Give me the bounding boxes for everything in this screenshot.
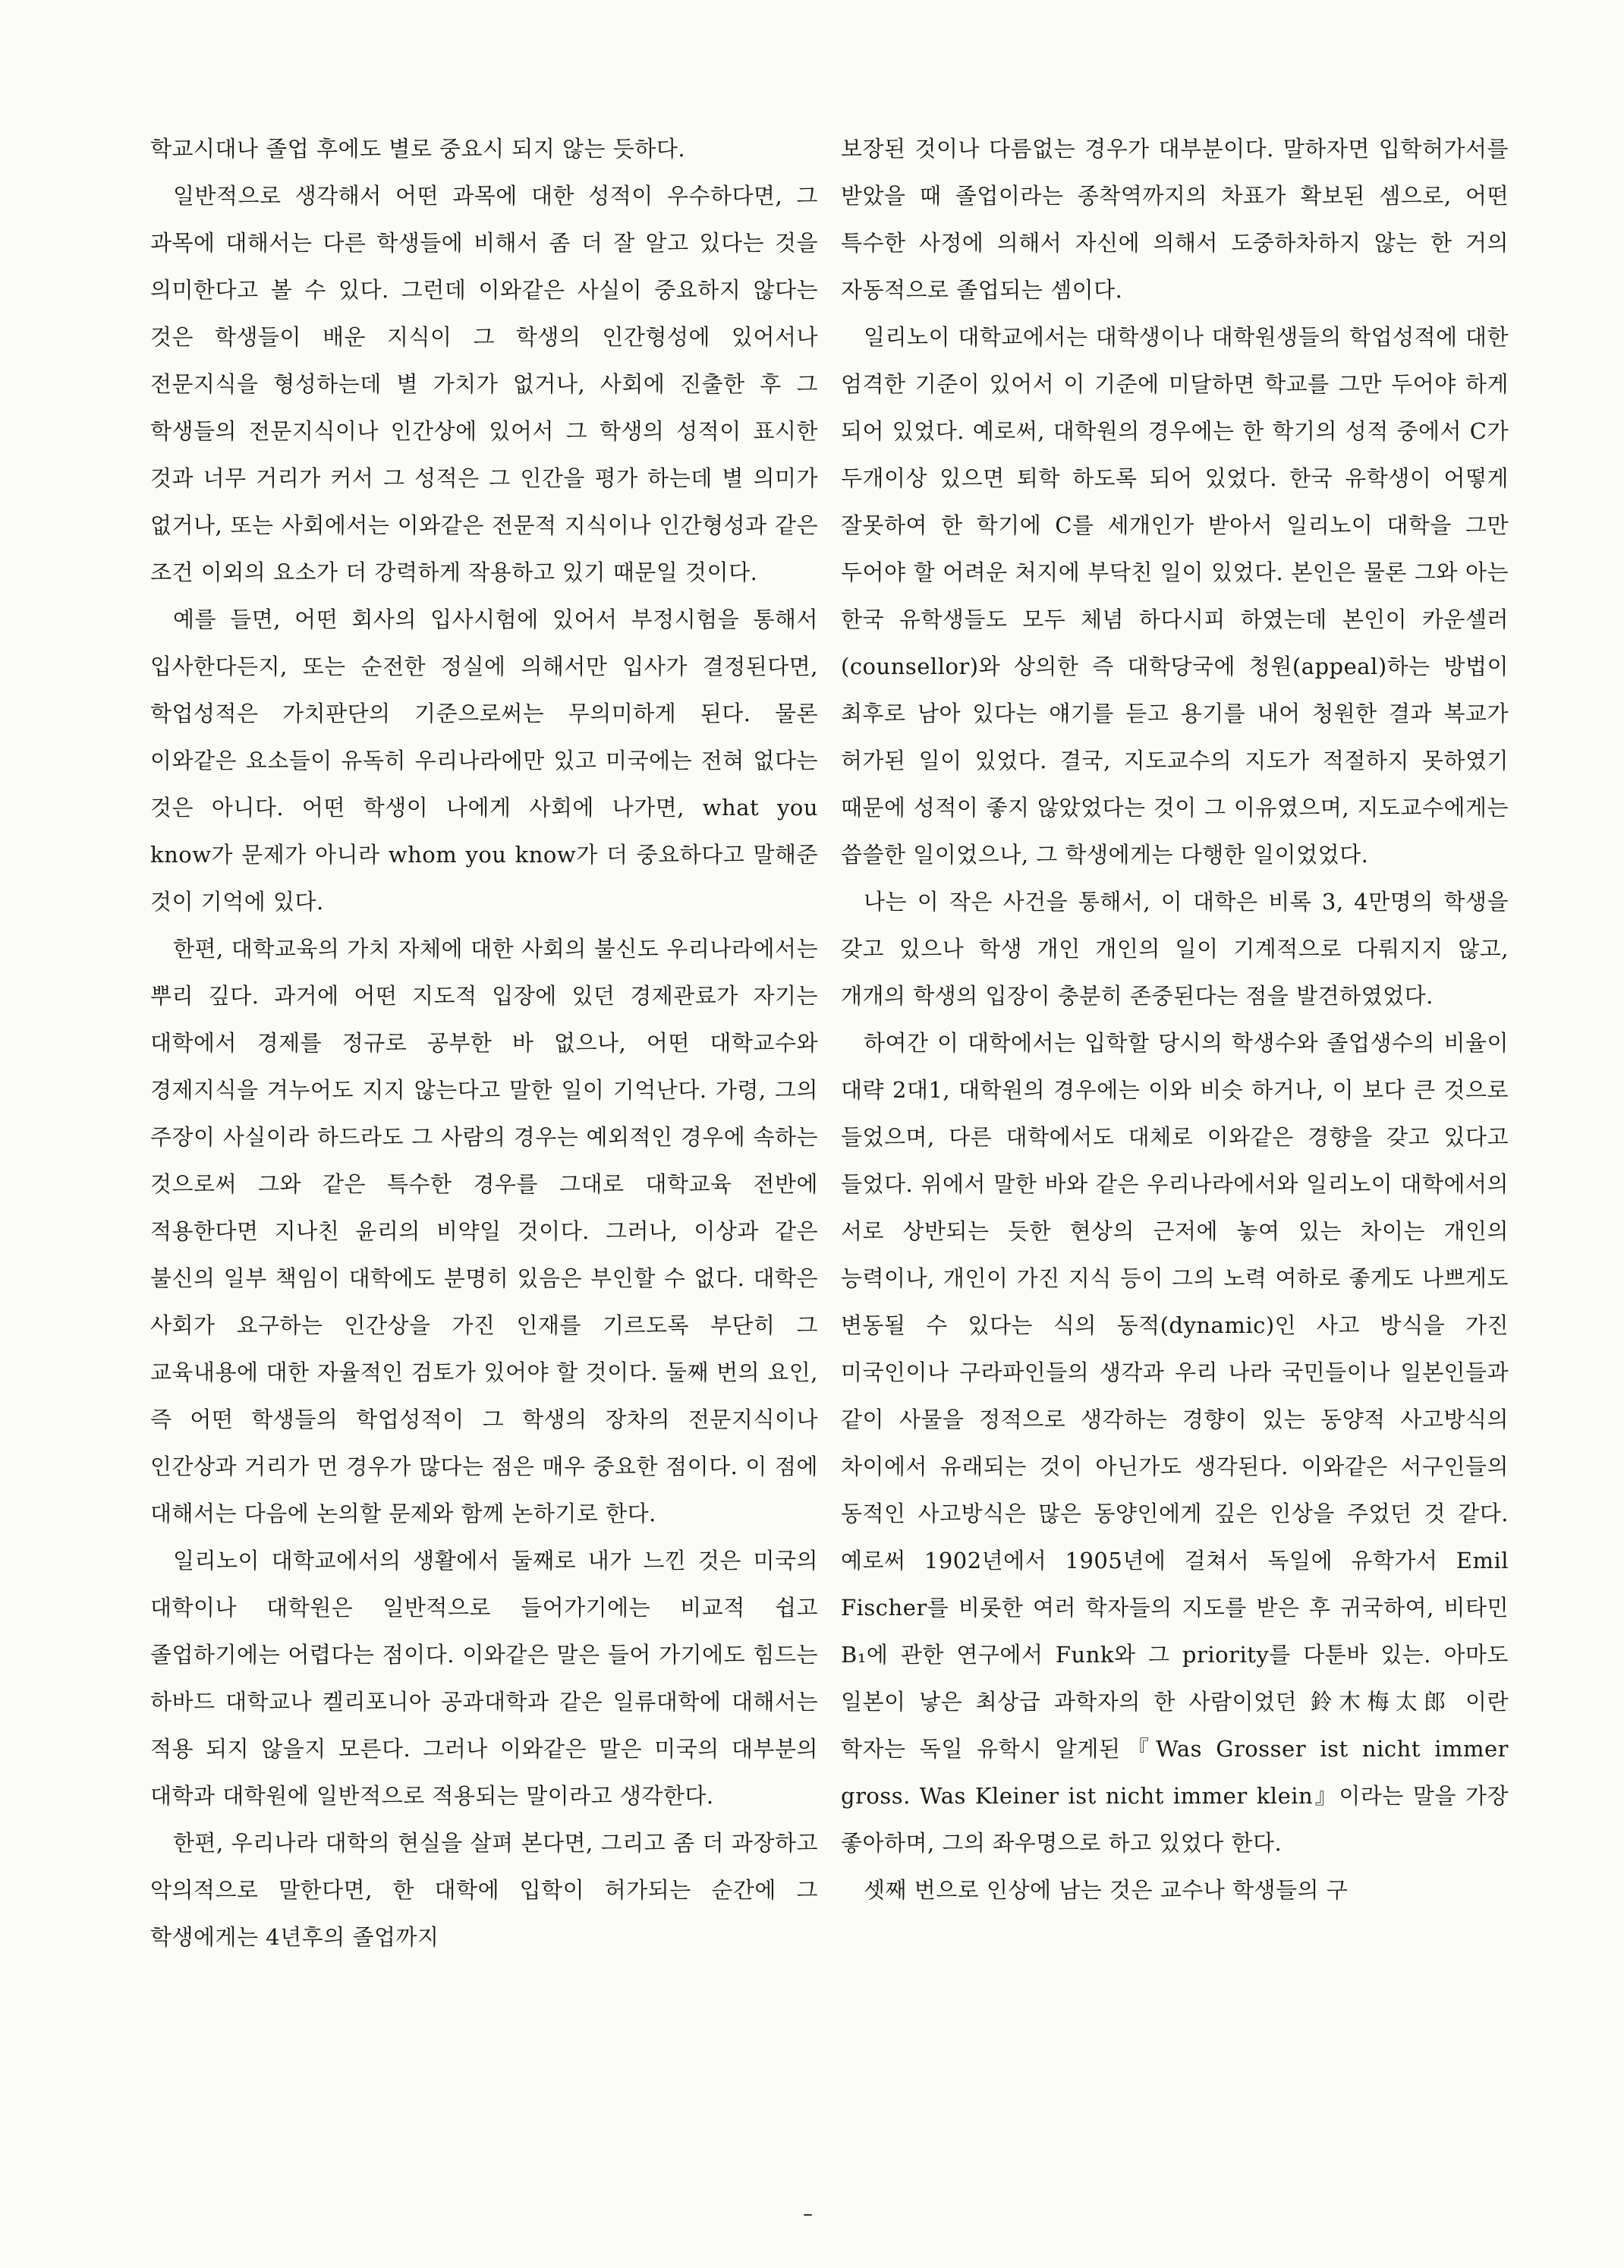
paragraph: 일리노이 대학교에서는 대학생이나 대학원생들의 학업성적에 대한 엄격한 기준이 있어서 이 기준에 미달하면 학교를 그만 두어야 하게 되어 있었다. 예로써, 대학원의 경우에는 한 학기의 성적 중에서 C가 두개이상 있으면 퇴학 하도록 되어 있었다. 한국 유학생이 어떻게 잘못하여 한 학기에 C를 세개인가 받아서 일리노이 대학을 그만 두어야 할 어려운 처지에 부닥친 일이 있었다. 본인은 물론 그와 아는 한국 유학생들도 모두 체념 하다시피 하였는데 본인이 카운셀러(counsellor)와 상의한 즉 대학당국에 청원(appeal)하는 방법이 최후로 남아 있다는 얘기를 듣고 용기를 내어 청원한 결과 복교가 허가된 일이 있었다. 결국, 지도교수의 지도가 적절하지 못하였기 때문에 성적이 좋지 않았었다는 것이 그 이유였으며, 지도교수에게는 씁쓸한 일이었으나, 그 학생에게는 다행한 일이었었다.: [841, 324, 1509, 868]
paragraph: 학교시대나 졸업 후에도 별로 중요시 되지 않는 듯하다.: [150, 136, 686, 162]
paragraph: 나는 이 작은 사건을 통해서, 이 대학은 비록 3, 4만명의 학생을 갖고 있으나 학생 개인 개인의 일이 기계적으로 다뤄지지 않고, 개개의 학생의 입장이 충분히 존중된다는 점을 발견하였었다.: [841, 889, 1509, 1009]
paragraph: 한편, 우리나라 대학의 현실을 살펴 본다면, 그리고 좀 더 과장하고 악의적으로 말한다면, 한 대학에 입학이 허가되는 순간에 그 학생에게는 4년후의 졸업까지: [150, 1830, 818, 1950]
page-number-mark: –: [803, 2203, 813, 2225]
paragraph: 셋째 번으로 인상에 남는 것은 교수나 학생들의 구: [864, 1877, 1349, 1903]
paragraph: 예를 들면, 어떤 회사의 입사시험에 있어서 부정시험을 통해서 입사한다든지, 또는 순전한 정실에 의해서만 입사가 결정된다면, 학업성적은 가치판단의 기준으로써는 무의미하게 된다. 물론 이와같은 요소들이 유독히 우리나라에만 있고 미국에는 전혀 없다는 것은 아니다. 어떤 학생이 나에게 사회에 나가면, what you know가 문제가 아니라 whom you know가 더 중요하다고 말해준 것이 기억에 있다.: [150, 606, 818, 915]
left-column: [150, 125, 818, 2159]
paragraph: 보장된 것이나 다름없는 경우가 대부분이다. 말하자면 입학허가서를 받았을 때 졸업이라는 종착역까지의 차표가 확보된 셈으로, 어떤 특수한 사정에 의해서 자신에 의해서 도중하차하지 않는 한 거의 자동적으로 졸업되는 셈이다.: [841, 136, 1509, 303]
paragraph: 하여간 이 대학에서는 입학할 당시의 학생수와 졸업생수의 비율이 대략 2대1, 대학원의 경우에는 이와 비슷 하거나, 이 보다 큰 것으로 들었으며, 다른 대학에서도 대체로 이와같은 경향을 갖고 있다고 들었다. 위에서 말한 바와 같은 우리나라에서와 일리노이 대학에서의 서로 상반되는 듯한 현상의 근저에 놓여 있는 차이는 개인의 능력이나, 개인이 가진 지식 등이 그의 노력 여하로 좋게도 나쁘게도 변동될 수 있다는 식의 동적(dynamic)인 사고 방식을 가진 미국인이나 구라파인들의 생각과 우리 나라 국민들이나 일본인들과 같이 사물을 정적으로 생각하는 경향이 있는 동양적 사고방식의 차이에서 유래되는 것이 아닌가도 생각된다. 이와같은 서구인들의 동적인 사고방식은 많은 동양인에게 깊은 인상을 주었던 것 같다. 예로써 1902년에서 1905년에 걸쳐서 독일에 유학가서 Emil Fischer를 비롯한 여러 학자들의 지도를 받은 후 귀국하여, 비타민 B₁에 관한 연구에서 Funk와 그 priority를 다툰바 있는. 아마도 일본이 낳은 최상급 과학자의 한 사람이었던 鈴木梅太郎 이란 학자는 독일 유학시 알게된『Was Grosser ist nicht immer gross. Was Kleiner ist nicht immer klein』이라는 말을 가장 좋아하며, 그의 좌우명으로 하고 있었다 한다.: [841, 1030, 1509, 1856]
paragraph: 한편, 대학교육의 가치 자체에 대한 사회의 불신도 우리나라에서는 뿌리 깊다. 과거에 어떤 지도적 입장에 있던 경제관료가 자기는 대학에서 경제를 정규로 공부한 바 없으나, 어떤 대학교수와 경제지식을 겨누어도 지지 않는다고 말한 일이 기억난다. 가령, 그의 주장이 사실이라 하드라도 그 사람의 경우는 예외적인 경우에 속하는 것으로써 그와 같은 특수한 경우를 그대로 대학교육 전반에 적용한다면 지나친 윤리의 비약일 것이다. 그러나, 이상과 같은 불신의 일부 책임이 대학에도 분명히 있음은 부인할 수 없다. 대학은 사회가 요구하는 인간상을 가진 인재를 기르도록 부단히 그 교육내용에 대한 자율적인 검토가 있어야 할 것이다. 둘째 번의 요인, 즉 어떤 학생들의 학업성적이 그 학생의 장차의 전문지식이나 인간상과 거리가 먼 경우가 많다는 점은 매우 중요한 점이다. 이 점에 대해서는 다음에 논의할 문제와 함께 논하기로 한다.: [150, 936, 818, 1526]
paragraph: 일반적으로 생각해서 어떤 과목에 대한 성적이 우수하다면, 그 과목에 대해서는 다른 학생들에 비해서 좀 더 잘 알고 있다는 것을 의미한다고 볼 수 있다. 그런데 이와같은 사실이 중요하지 않다는 것은 학생들이 배운 지식이 그 학생의 인간형성에 있어서나 전문지식을 형성하는데 별 가치가 없거나, 사회에 진출한 후 그 학생들의 전문지식이나 인간상에 있어서 그 학생의 성적이 표시한 것과 너무 거리가 커서 그 성적은 그 인간을 평가 하는데 별 의미가 없거나, 또는 사회에서는 이와같은 전문적 지식이나 인간형성과 같은 조건 이외의 요소가 더 강력하게 작용하고 있기 때문일 것이다.: [150, 183, 818, 585]
right-column: [841, 125, 1509, 2159]
paragraph: 일리노이 대학교에서의 생활에서 둘째로 내가 느낀 것은 미국의 대학이나 대학원은 일반적으로 들어가기에는 비교적 쉽고 졸업하기에는 어렵다는 점이다. 이와같은 말은 들어 가기에도 힘드는 하바드 대학교나 켈리포니아 공과대학과 같은 일류대학에 대해서는 적용 되지 않을지 모른다. 그러나 이와같은 말은 미국의 대부분의 대학과 대학원에 일반적으로 적용되는 말이라고 생각한다.: [150, 1548, 818, 1809]
